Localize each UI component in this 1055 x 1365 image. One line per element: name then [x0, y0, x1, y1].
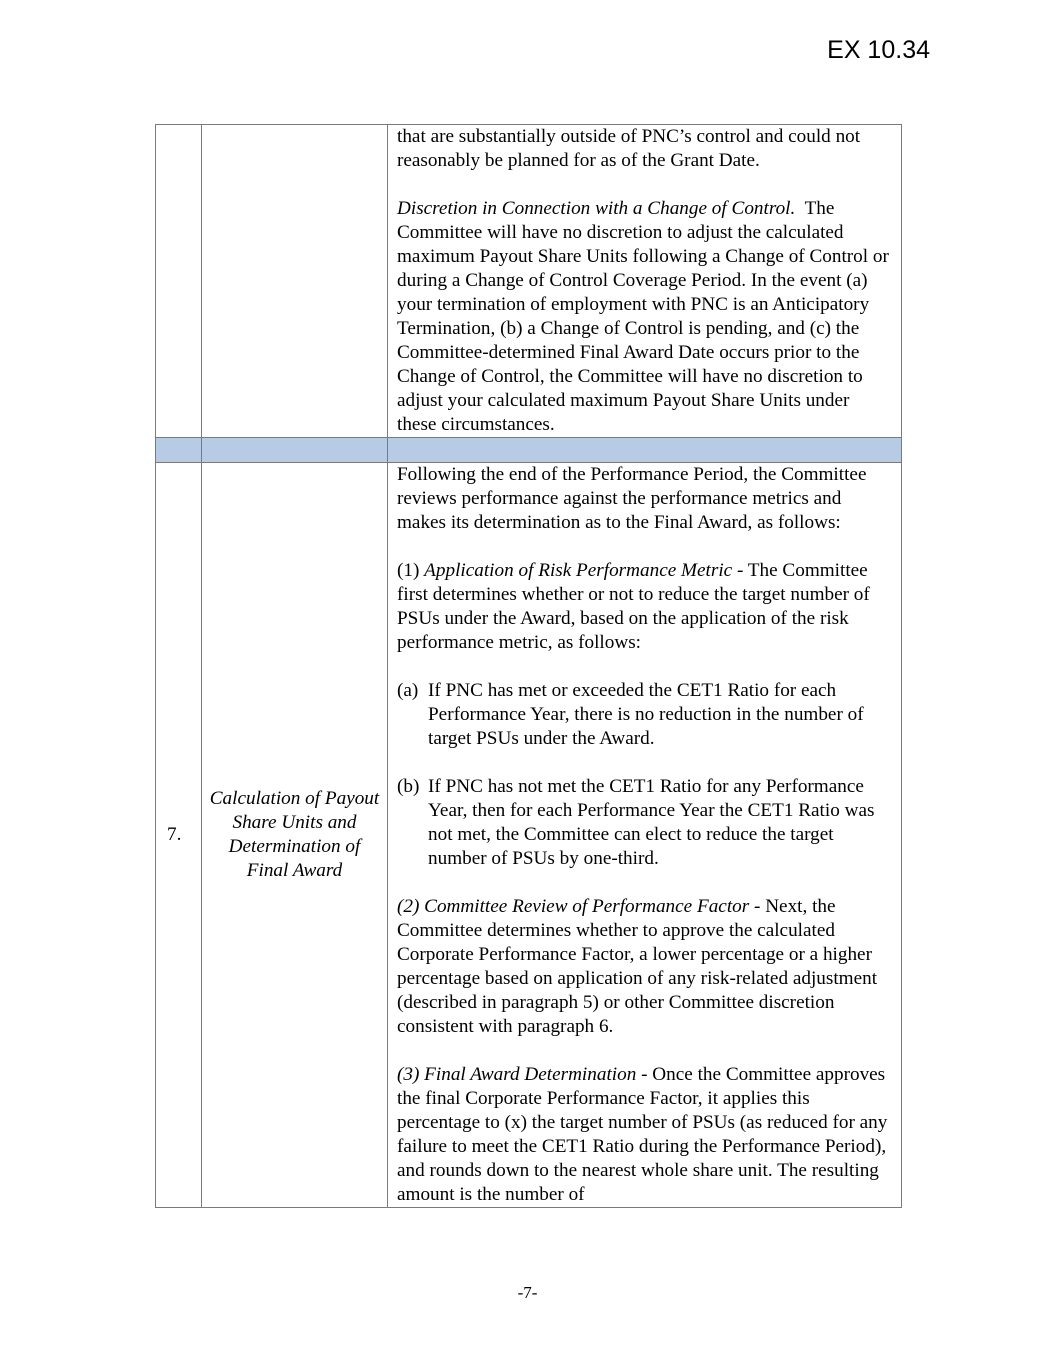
step-1-prefix: (1): [397, 560, 420, 581]
item-a-text: If PNC has met or exceeded the CET1 Ratio for each Performance Year, there is no reduction in the number of target PSUs under the Award.: [428, 680, 864, 749]
step-2-body: - Next, the Committee determines whether to approve the calculated Corporate Performance Factor, a lower percentage or a higher percentage based on application of any risk-related adjustment (described in paragraph 5) or other Committee discretion consistent with paragraph 6.: [397, 896, 878, 1037]
title-cell: [202, 125, 388, 438]
list-item-b: [397, 775, 893, 871]
item-b-label: (b): [397, 776, 420, 797]
item-b-text: If PNC has not met the CET1 Ratio for any Performance Year, then for each Performance Year the CET1 Ratio was not met, the Committee can elect to reduce the target number of PSUs by one-third.: [428, 776, 875, 869]
step-3-heading: (3) Final Award Determination: [397, 1064, 637, 1085]
step-3-body: - Once the Committee approves the final Corporate Performance Factor, it applies this percentage to (x) the target number of PSUs (as reduced for any failure to meet the CET1 Ratio during the Performance Period), and rounds down to the nearest whole share unit. The resulting amount is the number of: [397, 1064, 888, 1205]
number-cell: [156, 125, 202, 438]
step-1-body: - The Committee first determines whether or not to reduce the target number of PSUs under the Award, based on the application of the risk performance metric, as follows:: [397, 560, 870, 653]
change-of-control-paragraph: [397, 197, 893, 437]
row-title: Calculation of Payout Share Units and Determination of Final Award: [202, 463, 388, 1208]
award-terms-table: [155, 124, 902, 1208]
shaded-separator-row: [156, 438, 902, 463]
intro-paragraph: Following the end of the Performance Period, the Committee reviews performance against the performance metrics and makes its determination as to the Final Award, as follows:: [397, 464, 867, 533]
change-of-control-body: The Committee will have no discretion to adjust the calculated maximum Payout Share Units following a Change of Control or during a Change of Control Coverage Period. In the event (a) your termination of employment with PNC is an Anticipatory Termination, (b) a Change of Control is pending, and (c) the Committee-determined Final Award Date occurs prior to the Change of Control, the Committee will have no discretion to adjust your calculated maximum Payout Share Units under these circumstances.: [397, 198, 889, 435]
change-of-control-heading: Discretion in Connection with a Change of Control.: [397, 198, 796, 219]
row-number: 7.: [156, 463, 202, 1208]
step-2-paragraph: [397, 895, 893, 1039]
table-row-7: [156, 463, 902, 1208]
item-a-label: (a): [397, 680, 419, 701]
page-number: -7-: [517, 1283, 538, 1302]
step-2-heading: (2) Committee Review of Performance Factor: [397, 896, 750, 917]
exhibit-label: EX 10.34: [827, 36, 930, 64]
list-item-a: [397, 679, 893, 751]
continued-paragraph: that are substantially outside of PNC’s control and could not reasonably be planned for as of the Grant Date.: [397, 126, 861, 171]
row-7-content: [388, 463, 902, 1208]
table-row-continued: [156, 125, 902, 438]
step-3-paragraph: [397, 1063, 893, 1207]
step-1-heading: Application of Risk Performance Metric: [424, 560, 733, 581]
content-cell: [388, 125, 902, 438]
step-1-paragraph: [397, 559, 893, 655]
